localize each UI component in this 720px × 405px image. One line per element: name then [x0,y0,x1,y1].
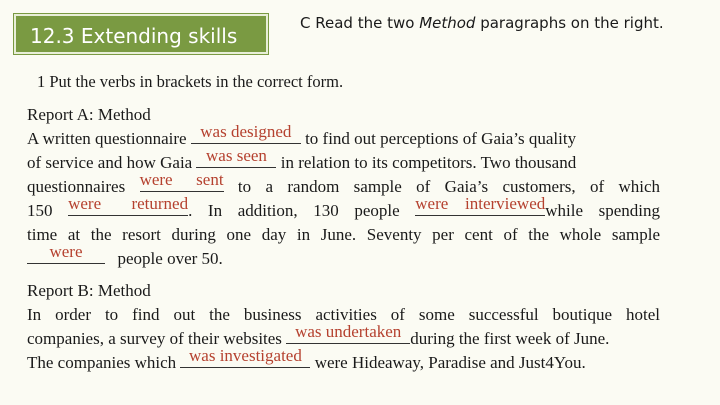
text: . In addition, 130 people [188,201,400,220]
text: people over 50. [117,249,223,268]
answer-blank [191,122,301,144]
text: of service and how Gaia [27,153,193,172]
answer-text: was seen [206,146,267,165]
subtask-instruction: 1 Put the verbs in brackets in the correct form. [37,72,344,91]
report-b-title: Report B: Method [27,281,151,300]
report-a-line-5 [27,225,660,247]
report-a-line-1 [27,122,660,151]
text: time at the resort during one day in June. Seventy per cent of the whole sample [27,225,660,244]
answer-blank [415,194,546,216]
report-a-line-4 [27,194,660,223]
instruction [300,14,664,32]
answer-text: were interviewed [415,194,546,213]
answer-blank [27,242,105,264]
answer-blank [139,170,224,192]
report-a-line-2 [27,146,660,175]
text: questionnaires [27,177,126,196]
instruction-italic: Method [419,14,476,32]
section-badge: 12.3 Extending skills [14,14,268,54]
instruction-suffix: paragraphs on the right. [475,14,664,32]
text: A written questionnaire [27,129,187,148]
text: in relation to its competitors. Two thousand [280,153,577,172]
text: 150 [27,201,53,220]
answer-text: were returned [68,194,189,213]
answer-blank [286,322,410,344]
text: were Hideaway, Paradise and Just4You. [314,353,586,372]
instruction-prefix: C Read the two [300,14,420,32]
text: during the first week of June. [410,329,610,348]
text: The companies which [27,353,177,372]
answer-text: was undertaken [295,322,402,341]
report-b-line-3 [27,346,660,375]
answer-text: was investigated [189,346,302,365]
answer-blank [196,146,276,168]
answer-blank [68,194,189,216]
text: while spending [545,201,660,220]
answer-blank [180,346,310,368]
answer-text: were sent [139,170,224,189]
report-a-title: Report A: Method [27,105,151,124]
text: to a random sample of Gaia’s customers, of which [237,177,661,196]
text: In order to find out the business activities of some successful boutique hotel [27,305,660,324]
text: companies, a survey of their websites [27,329,282,348]
answer-text: were [49,242,83,261]
answer-text: was designed [200,122,292,141]
text: to find out perceptions of Gaia’s quality [305,129,577,148]
report-a-line-6 [27,242,660,271]
report-b-line-2 [27,322,660,351]
